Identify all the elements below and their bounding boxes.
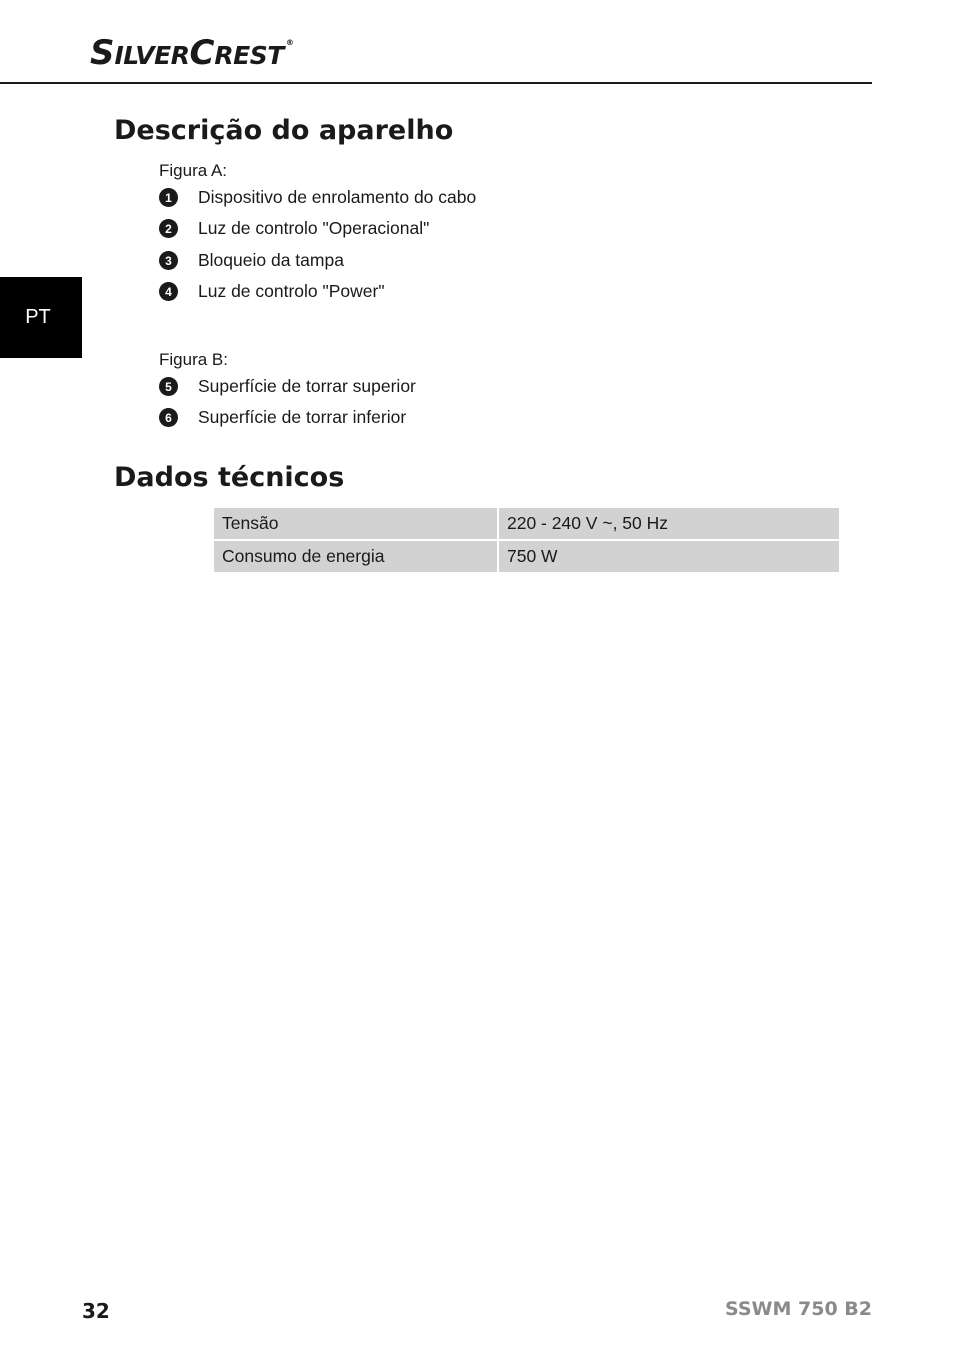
number-badge: 1	[159, 188, 178, 207]
table-cell-value: 220 - 240 V ~, 50 Hz	[498, 507, 840, 540]
list-item	[159, 408, 406, 427]
section-title-description: Descrição do aparelho	[114, 115, 454, 146]
list-item	[159, 377, 416, 396]
number-badge: 4	[159, 282, 178, 301]
figure-a-label: Figura A:	[159, 161, 228, 180]
language-code: PT	[25, 306, 51, 328]
list-item-text: Bloqueio da tampa	[198, 249, 344, 270]
list-item-text: Dispositivo de enrolamento do cabo	[198, 186, 477, 207]
table-row	[213, 540, 840, 573]
number-badge: 5	[159, 377, 178, 396]
table-cell-value: 750 W	[498, 540, 840, 573]
list-item	[159, 282, 385, 301]
brand-logo: SILVERCREST ®	[90, 33, 294, 73]
table-cell-label: Consumo de energia	[213, 540, 498, 573]
header-divider	[0, 82, 872, 84]
tech-data-table	[212, 506, 841, 574]
page-number: 32	[82, 1299, 110, 1323]
list-item	[159, 219, 429, 238]
table-cell-label: Tensão	[213, 507, 498, 540]
list-item	[159, 188, 476, 207]
list-item-text: Luz de controlo "Power"	[198, 280, 385, 301]
list-item-text: Superfície de torrar inferior	[198, 406, 407, 427]
figure-b-label: Figura B:	[159, 350, 228, 369]
model-number: SSWM 750 B2	[725, 1298, 872, 1320]
list-item	[159, 251, 344, 270]
number-badge: 2	[159, 219, 178, 238]
section-title-tech-data: Dados técnicos	[114, 462, 345, 493]
number-badge: 3	[159, 251, 178, 270]
list-item-text: Superfície de torrar superior	[198, 375, 416, 396]
language-tab	[0, 277, 82, 358]
list-item-text: Luz de controlo "Operacional"	[198, 217, 430, 238]
number-badge: 6	[159, 408, 178, 427]
table-row	[213, 507, 840, 540]
